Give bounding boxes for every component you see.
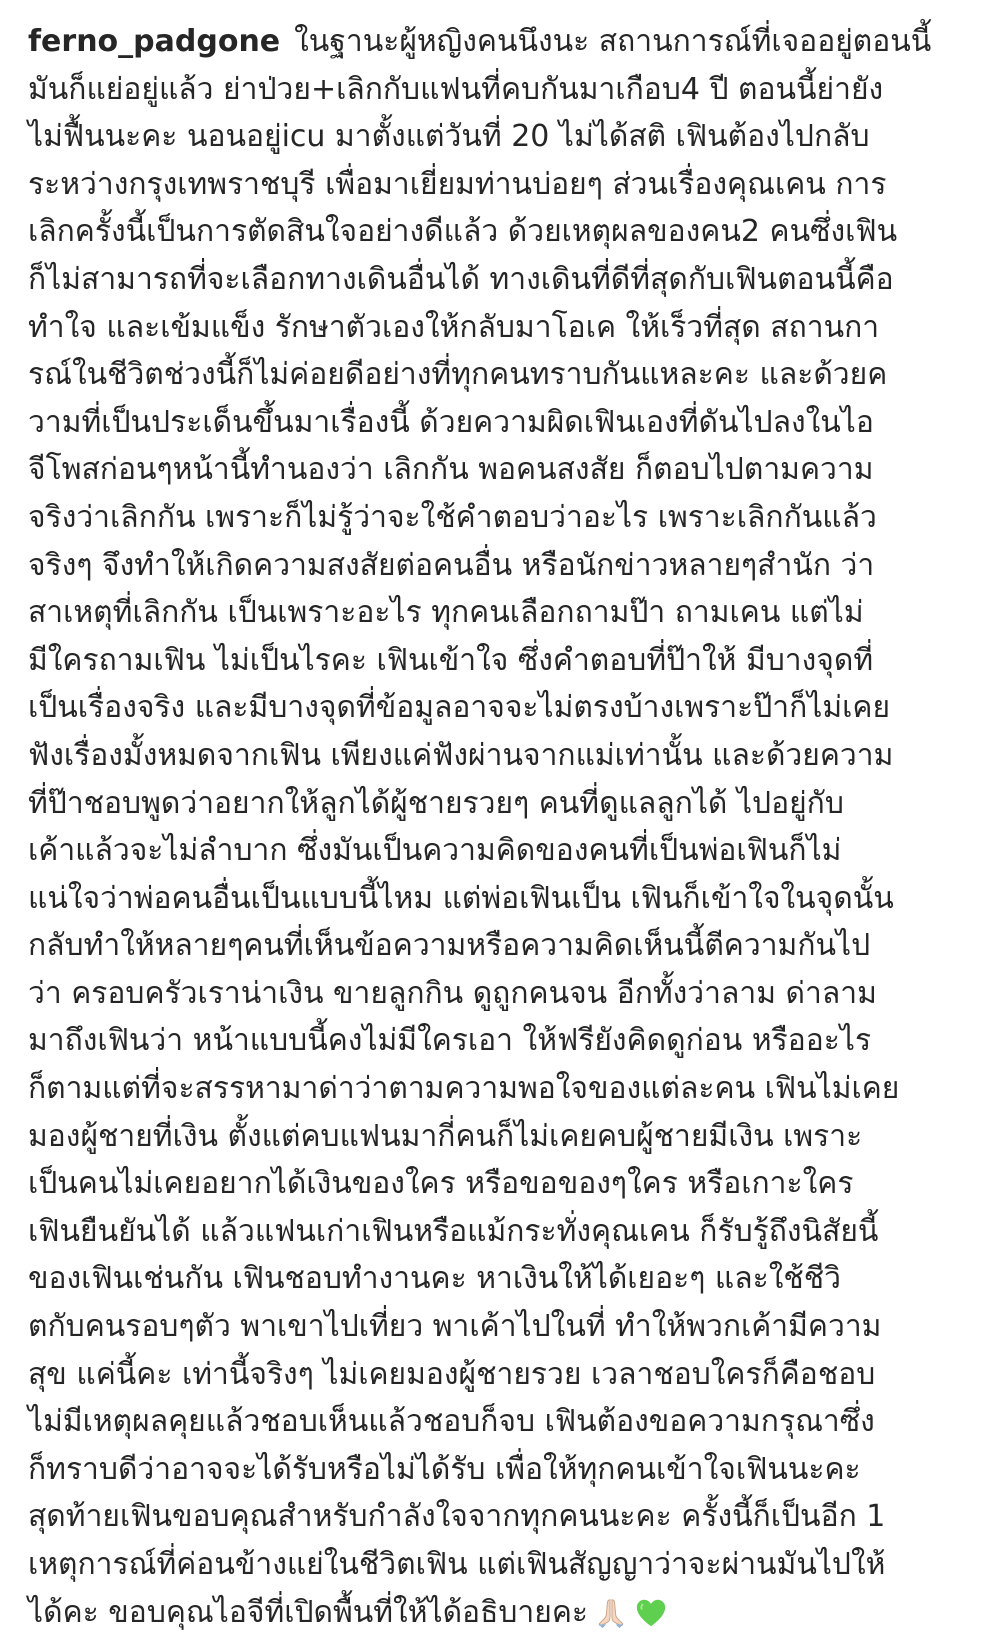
caption-line: ฟังเรื่องมั้งหมดจากเฟิน เพียงแค่ฟังผ่านจากแม่เท่านั้น และด้วยความ — [28, 737, 894, 773]
caption-line: ก็ทราบดีว่าอาจจะได้รับหรือไม่ได้รับ เพื่อให้ทุกคนเข้าใจเฟินนะคะ — [28, 1451, 861, 1487]
caption-line: มองผู้ชายที่เงิน ตั้งแต่คบแฟนมากี่คนก็ไม่เคยคบผู้ชายมีเงิน เพราะ — [28, 1118, 863, 1154]
caption-line: กลับทำให้หลายๆคนที่เห็นข้อความหรือความคิดเห็นนี้ตีความกันไป — [28, 928, 871, 964]
username-link[interactable]: ferno_padgone — [28, 24, 281, 59]
caption-line: ไม่ฟื้นนะคะ นอนอยู่icu มาตั้งแต่วันที่ 20 ไม่ได้สติ เฟินต้องไปกลับ — [28, 119, 870, 155]
caption-line: รณ์ในชีวิตช่วงนี้ก็ไม่ค่อยดีอย่างที่ทุกคนทราบกันแหละคะ และด้วยค — [28, 357, 888, 393]
caption-line: จริงๆ จึงทำให้เกิดความสงสัยต่อคนอื่น หรือนักข่าวหลายๆสำนัก ว่า — [28, 547, 875, 583]
caption-line: สุข แค่นี้คะ เท่านี้จริงๆ ไม่เคยมองผู้ชายรวย เวลาชอบใครก็คือชอบ — [28, 1356, 876, 1392]
caption-line: ไม่มีเหตุผลคุยแล้วชอบเห็นแล้วชอบก็จบ เฟินต้องขอความกรุณาซึ่ง — [28, 1404, 875, 1440]
caption-line: มันก็แย่อยู่แล้ว ย่าป่วย+เลิกกับแฟนที่คบกันมาเกือบ4 ปี ตอนนี้ย่ายัง — [28, 71, 884, 107]
caption-line: ทำใจ และเข้มแข็ง รักษาตัวเองให้กลับมาโอเค ให้เร็วที่สุด สถานกา — [28, 309, 880, 345]
caption-line: มีใครถามเฟิน ไม่เป็นไรคะ เฟินเข้าใจ ซึ่งคำตอบที่ป๊าให้ มีบางจุดที่ — [28, 642, 874, 678]
caption-line-1 — [28, 18, 968, 66]
post-caption — [28, 18, 968, 1636]
caption-text: ได้คะ ขอบคุณไอจีที่เปิดพื้นที่ให้ได้อธิบายคะ — [28, 1594, 589, 1630]
praying-hands-icon — [594, 1596, 628, 1630]
caption-line: ของเฟินเช่นกัน เฟินชอบทำงานคะ หาเงินให้ได้เยอะๆ และใช้ชีวิ — [28, 1261, 841, 1297]
caption-line: ก็ไม่สามารถที่จะเลือกทางเดินอื่นได้ ทางเดินที่ดีที่สุดกับเฟินตอนนี้คือ — [28, 261, 894, 297]
caption-line: เป็นเรื่องจริง และมีบางจุดที่ข้อมูลอาจจะไม่ตรงบ้างเพราะป๊าก็ไม่เคย — [28, 690, 891, 726]
caption-line: จีโพสก่อนๆหน้านี้ทำนองว่า เลิกกัน พอคนสงสัย ก็ตอบไปตามความ — [28, 452, 874, 488]
green-heart-icon — [634, 1596, 668, 1630]
caption-line: เป็นคนไม่เคยอยากได้เงินของใคร หรือขอของๆใคร หรือเกาะใคร — [28, 1166, 854, 1202]
caption-line: เฟินยืนยันได้ แล้วแฟนเก่าเฟินหรือแม้กระทั่งคุณเคน ก็รับรู้ถึงนิสัยนี้ — [28, 1213, 879, 1249]
caption-line: ว่า ครอบครัวเราน่าเงิน ขายลูกกิน ดูถูกคนจน อีกทั้งว่าลาม ด่าลาม — [28, 975, 877, 1011]
caption-line: จริงว่าเลิกกัน เพราะก็ไม่รู้ว่าจะใช้คำตอบว่าอะไร เพราะเลิกกันแล้ว — [28, 499, 877, 535]
caption-line: เค้าแล้วจะไม่ลำบาก ซึ่งมันเป็นความคิดของคนที่เป็นพ่อเฟินก็ไม่ — [28, 833, 842, 869]
caption-line-last — [28, 1589, 968, 1636]
caption-line: สุดท้ายเฟินขอบคุณสำหรับกำลังใจจากทุกคนนะคะ ครั้งนี้ก็เป็นอีก 1 — [28, 1499, 886, 1535]
caption-line: ระหว่างกรุงเทพราชบุรี เพื่อมาเยี่ยมท่านบ่อยๆ ส่วนเรื่องคุณเคน การ — [28, 166, 887, 202]
caption-line: มาถึงเฟินว่า หน้าแบบนี้คงไม่มีใครเอา ให้ฟรียังคิดดูก่อน หรืออะไร — [28, 1023, 872, 1059]
caption-line: วามที่เป็นประเด็นขึ้นมาเรื่องนี้ ด้วยความผิดเฟินเองที่ดันไปลงในไอ — [28, 404, 874, 440]
caption-line: เลิกครั้งนี้เป็นการตัดสินใจอย่างดีแล้ว ด้วยเหตุผลของคน2 คนซึ่งเฟิน — [28, 214, 898, 250]
caption-line: แน่ใจว่าพ่อคนอื่นเป็นแบบนี้ไหม แต่พ่อเฟินเป็น เฟินก็เข้าใจในจุดนั้น — [28, 880, 894, 916]
caption-text: ในฐานะผู้หญิงคนนึงนะ สถานการณ์ที่เจออยู่ตอนนี้ — [294, 24, 932, 59]
caption-line: ก็ตามแต่ที่จะสรรหามาด่าว่าตามความพอใจของแต่ละคน เฟินไม่เคย — [28, 1071, 900, 1107]
caption-line: เหตุการณ์ที่ค่อนข้างแย่ในชีวิตเฟิน แต่เฟินสัญญาว่าจะผ่านมันไปให้ — [28, 1547, 886, 1582]
caption-line: ตกับคนรอบๆตัว พาเขาไปเที่ยว พาเค้าไปในที่ ทำให้พวกเค้ามีความ — [28, 1309, 882, 1345]
caption-line: สาเหตุที่เลิกกัน เป็นเพราะอะไร ทุกคนเลือกถามป๊า ถามเคน แต่ไม่ — [28, 595, 864, 631]
caption-line: ที่ป๊าชอบพูดว่าอยากให้ลูกได้ผู้ชายรวยๆ คนที่ดูแลลูกได้ ไปอยู่กับ — [28, 785, 844, 821]
